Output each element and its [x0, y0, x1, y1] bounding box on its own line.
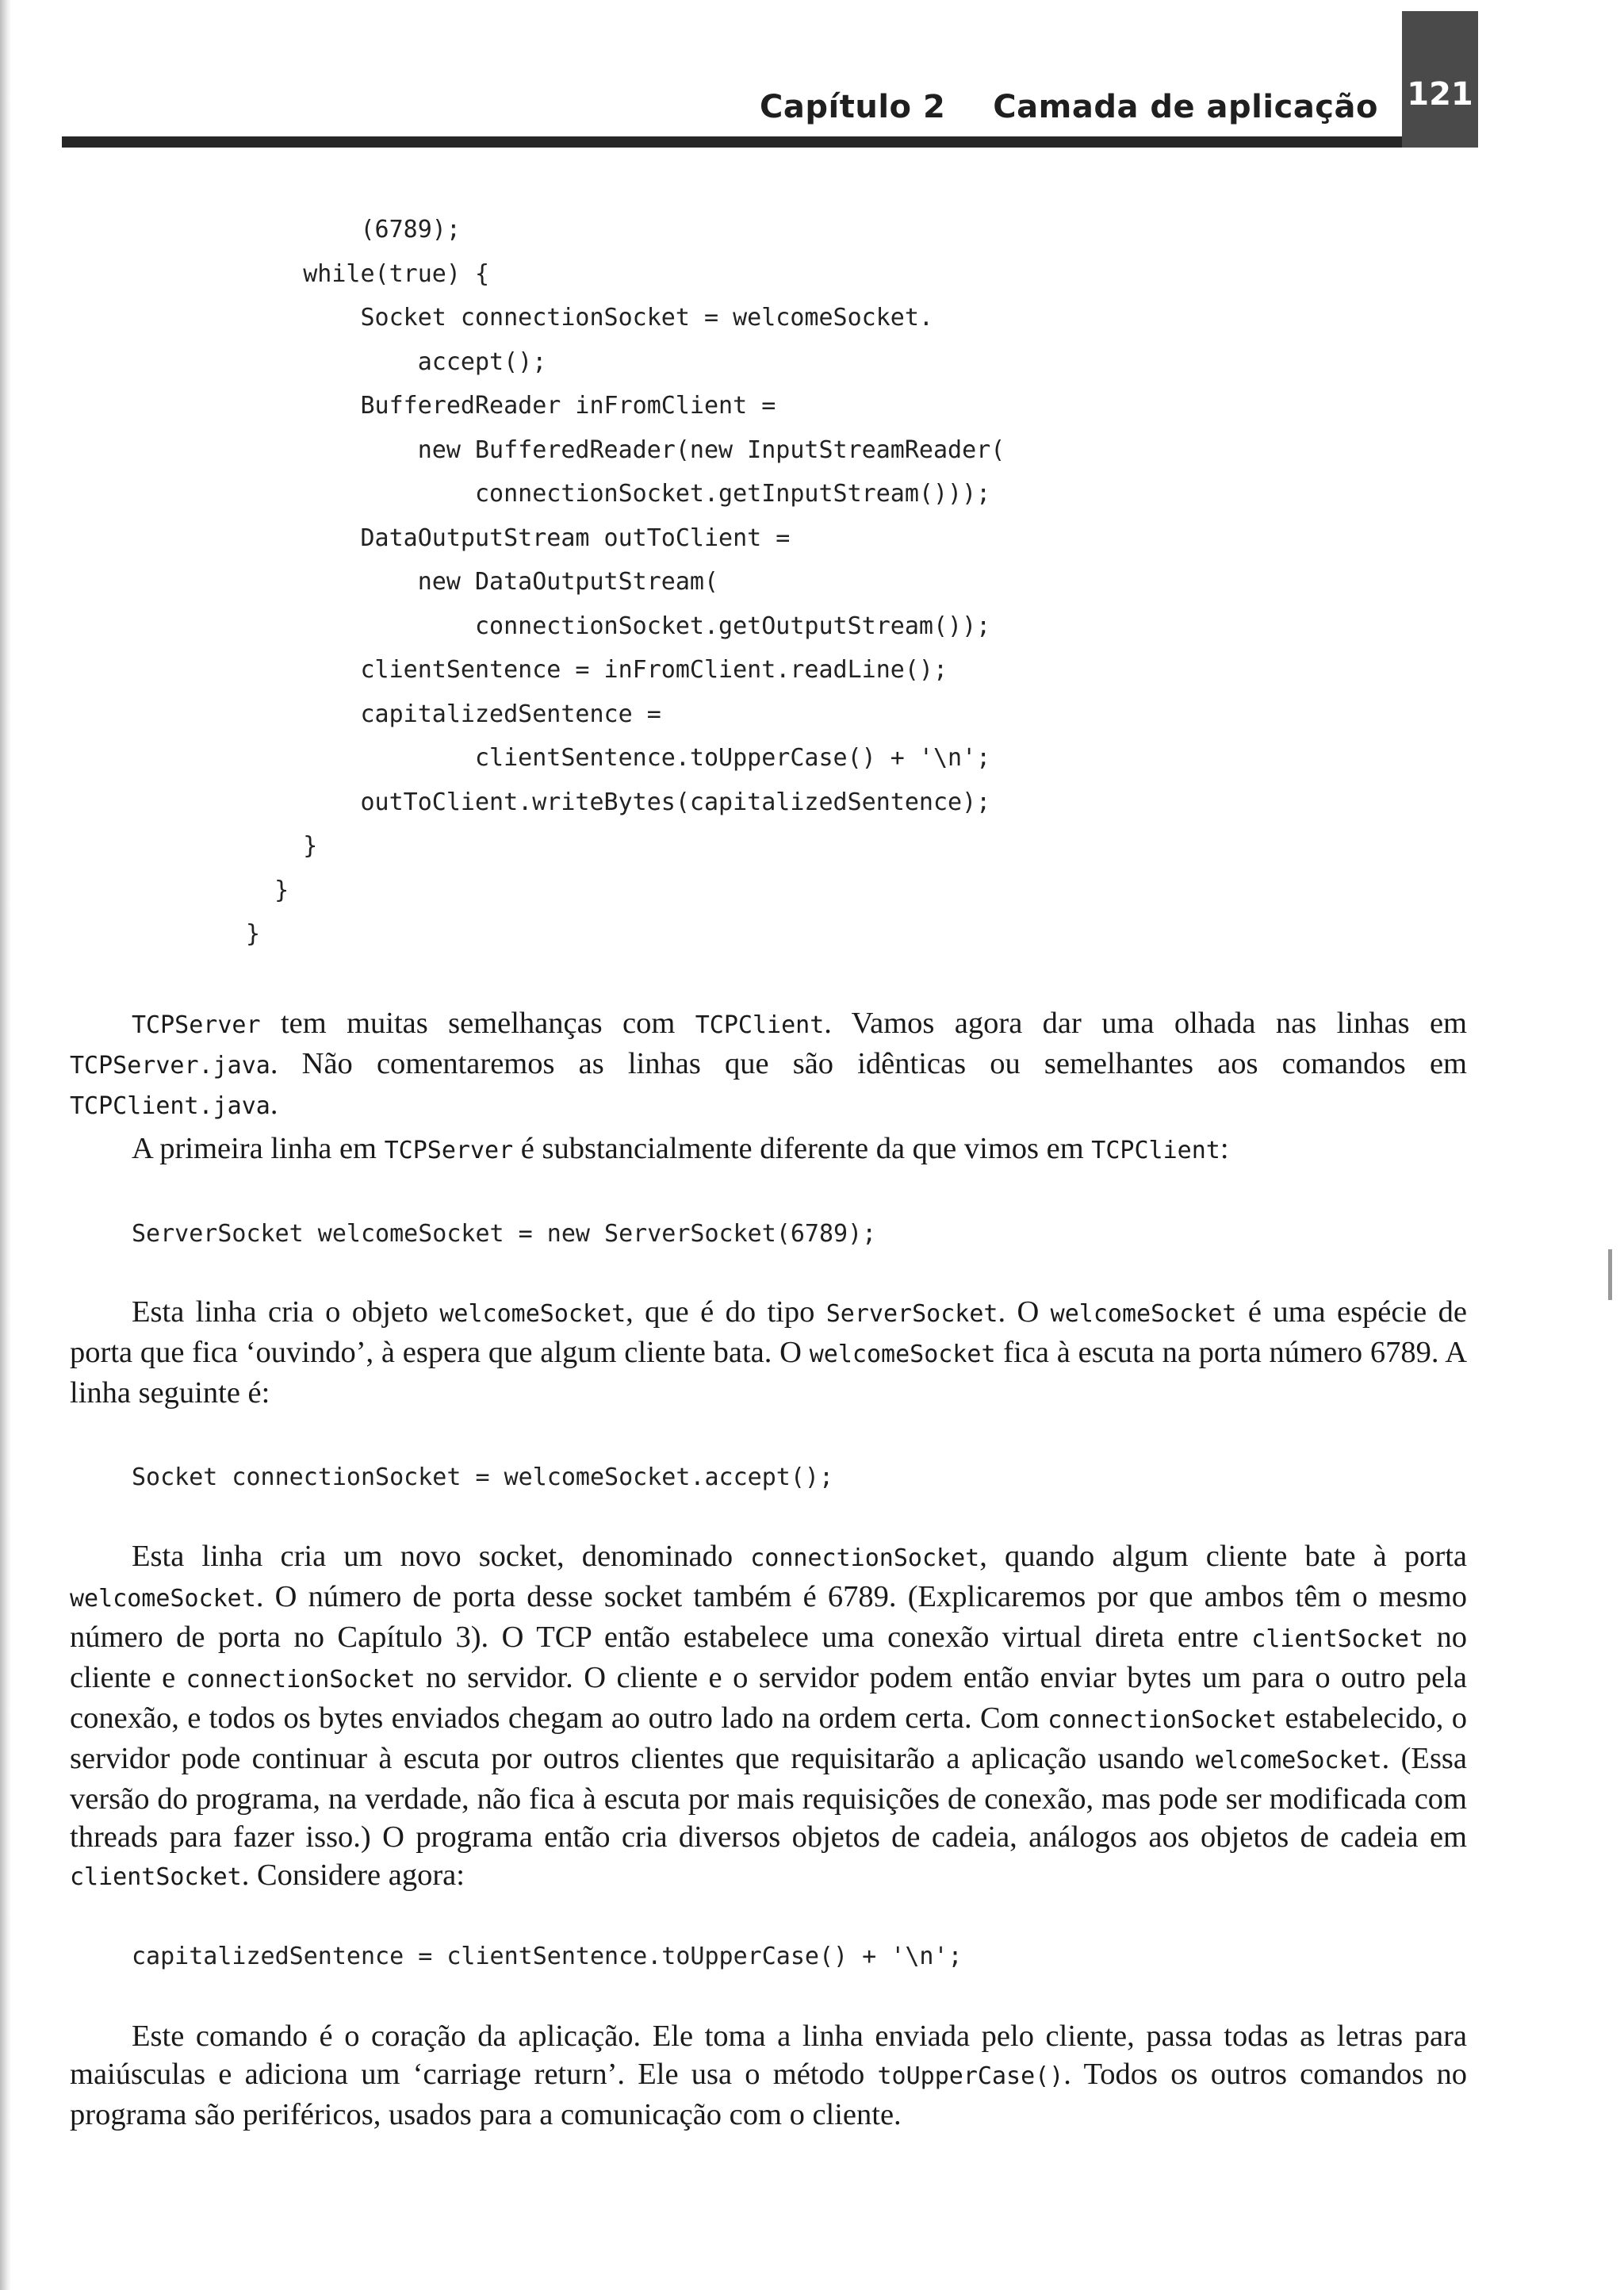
chapter-label: Capítulo 2	[760, 89, 946, 125]
text-run: . O número de porta desse socket também é 6789. (Explicaremos por que ambos têm o mesmo número de porta no Capítulo 3). O TCP então estabelece uma conexão virtual direta entre	[70, 1580, 1467, 1654]
paragraph-connection-socket	[70, 1537, 1467, 1897]
paragraph-heart	[70, 2017, 1467, 2134]
text-run: no cliente e	[70, 1621, 1467, 1694]
paragraph-first-line	[70, 1130, 1467, 1170]
paragraph-welcome-socket	[70, 1293, 1467, 1412]
inline-code: connectionSocket	[186, 1666, 416, 1694]
paragraph-text	[70, 1293, 1467, 1412]
running-header	[760, 89, 1378, 125]
code-line: while(true) {	[246, 259, 490, 288]
paragraph-text	[70, 1004, 1467, 1126]
section-title: Camada de aplicação	[993, 89, 1378, 125]
code-listing	[246, 208, 1005, 957]
code-capitalized: capitalizedSentence = clientSentence.toUpperCase() + '\n';	[132, 1943, 963, 1970]
text-run: no servidor. O cliente e o servidor podem então enviar bytes um para o outro pela conexão, e todos os bytes enviados chegam ao outro lado na ordem certa. Com	[70, 1661, 1467, 1735]
inline-code: ServerSocket	[825, 1300, 998, 1328]
inline-code: clientSocket	[70, 1863, 242, 1891]
code-line: connectionSocket.getOutputStream());	[246, 612, 991, 640]
text-run: :	[1220, 1132, 1229, 1165]
code-line: BufferedReader inFromClient =	[246, 392, 776, 420]
code-line: }	[246, 832, 318, 860]
inline-code: TCPServer	[384, 1137, 514, 1164]
code-line: new DataOutputStream(	[246, 568, 719, 596]
inline-code: TCPClient.java	[70, 1092, 270, 1120]
text-run: Este comando é o coração da aplicação. Ele toma a linha enviada pelo cliente, passa todas as letras para maiúsculas e adiciona um ‘carriage return’. Ele usa o método	[70, 2020, 1467, 2091]
code-line: }	[246, 876, 289, 904]
text-run: Esta linha cria o objeto	[132, 1295, 440, 1329]
code-server-socket: ServerSocket welcomeSocket = new ServerSocket(6789);	[132, 1220, 877, 1248]
code-line: clientSentence.toUpperCase() + '\n';	[246, 744, 991, 772]
text-run: estabelecido, o servidor pode continuar à escuta por outros clientes que requisitarão a aplicação usando	[70, 1701, 1468, 1775]
inline-code: welcomeSocket	[1050, 1300, 1237, 1328]
code-line: DataOutputStream outToClient =	[246, 524, 791, 552]
text-run: fica à escuta na porta número 6789. A linha seguinte é:	[70, 1336, 1467, 1410]
text-run: . (Essa versão do programa, na verdade, não fica à escuta por mais requisições de conexão, mas pode ser modificada com threads para fazer isso.) O programa então cria diversos objetos de cadeia, análogos aos objetos de cadeia em	[70, 1742, 1467, 1854]
code-line: new BufferedReader(new InputStreamReader(	[246, 435, 1005, 464]
code-line: accept();	[246, 347, 547, 376]
text-run: . Não comentaremos as linhas que são idênticas ou semelhantes aos comandos em	[270, 1047, 1467, 1080]
paragraph-text	[70, 1537, 1467, 1897]
inline-code: welcomeSocket	[1195, 1747, 1382, 1774]
text-run: é uma espécie de porta que fica ‘ouvindo’, à espera que algum cliente bata. O	[70, 1295, 1467, 1369]
code-line: outToClient.writeBytes(capitalizedSentence);	[246, 788, 991, 816]
page-number-tab	[1402, 11, 1478, 148]
paragraph-text	[70, 2017, 1467, 2134]
text-run: , que é do tipo	[626, 1295, 826, 1329]
paragraph-text	[70, 1130, 1467, 1170]
text-run: . Considere agora:	[241, 1858, 465, 1892]
inline-code: TCPServer	[132, 1011, 261, 1039]
inline-code: TCPServer.java	[70, 1052, 270, 1080]
text-run: . Vamos agora dar uma olhada nas linhas em	[824, 1007, 1467, 1040]
inline-code: clientSocket	[1251, 1625, 1424, 1653]
text-run: . Todos os outros comandos no programa são periféricos, usados para a comunicação com o cliente.	[70, 2058, 1467, 2131]
inline-code: connectionSocket	[750, 1544, 980, 1572]
inline-code: TCPClient	[1091, 1137, 1220, 1164]
page-edge-shadow	[0, 0, 11, 2290]
text-run: , quando algum cliente bate à porta	[979, 1540, 1467, 1573]
inline-code: TCPClient	[695, 1011, 825, 1039]
header-rule	[62, 136, 1402, 148]
code-line: connectionSocket.getInputStream()));	[246, 480, 991, 508]
text-run: Esta linha cria um novo socket, denominado	[132, 1540, 751, 1573]
paragraph-tcpserver-intro	[70, 1004, 1467, 1126]
page-number: 121	[1407, 76, 1473, 113]
text-run: .	[270, 1087, 278, 1121]
text-run: é substancialmente diferente da que vimos em	[513, 1132, 1092, 1165]
inline-code: welcomeSocket	[70, 1585, 256, 1613]
inline-code: connectionSocket	[1048, 1706, 1277, 1734]
inline-code: welcomeSocket	[439, 1300, 626, 1328]
inline-code: toUpperCase()	[877, 2062, 1064, 2090]
code-line: capitalizedSentence =	[246, 700, 661, 728]
code-line: }	[246, 920, 261, 948]
text-run: A primeira linha em	[132, 1132, 385, 1165]
margin-mark	[1608, 1249, 1612, 1300]
text-run: tem muitas semelhanças com	[260, 1007, 695, 1040]
text-run: . O	[998, 1295, 1051, 1329]
code-line: Socket connectionSocket = welcomeSocket.	[246, 304, 933, 332]
inline-code: welcomeSocket	[809, 1341, 996, 1368]
code-line: (6789);	[246, 216, 461, 244]
code-line: clientSentence = inFromClient.readLine();	[246, 656, 948, 684]
code-accept: Socket connectionSocket = welcomeSocket.accept();	[132, 1463, 834, 1491]
